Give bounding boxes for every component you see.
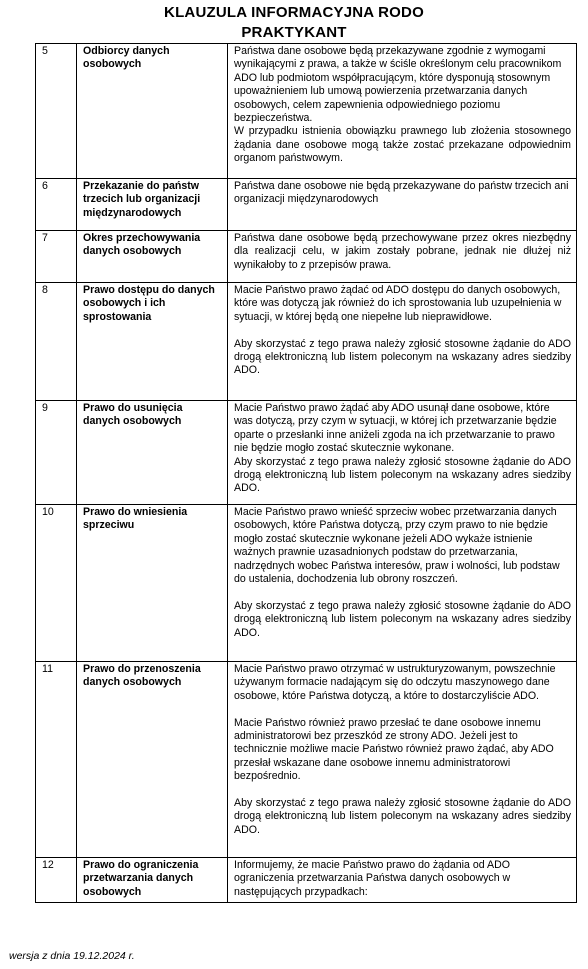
row-paragraph: Aby skorzystać z tego prawa należy zgłosić stosowne żądanie do ADO drogą elektroniczną lub listem poleconym na wskazany adres siedziby ADO.	[234, 337, 571, 377]
row-heading: Odbiorcy danych osobowych	[77, 44, 228, 179]
document-title: KLAUZULA INFORMACYJNA RODO	[164, 4, 424, 21]
rodo-info-table	[35, 43, 577, 903]
table-row	[36, 179, 577, 231]
table-row	[36, 505, 577, 662]
row-heading: Prawo do wniesienia sprzeciwu	[77, 505, 228, 662]
row-number: 7	[36, 231, 77, 283]
row-content	[228, 44, 577, 179]
table-row	[36, 231, 577, 283]
row-paragraph: Macie Państwo prawo żądać od ADO dostępu do danych osobowych, które was dotyczą jak również do ich sprostowania lub uzupełnienia w sytuacji, w której będą one niepełne lub nieprawidłowe.	[234, 284, 562, 323]
table-row	[36, 401, 577, 505]
table-row	[36, 283, 577, 401]
row-heading: Przekazanie do państw trzecich lub organizacji międzynarodowych	[77, 179, 228, 231]
row-heading: Okres przechowywania danych osobowych	[77, 231, 228, 283]
row-content	[228, 283, 577, 401]
row-number: 10	[36, 505, 77, 662]
row-content	[228, 662, 577, 858]
row-number: 6	[36, 179, 77, 231]
row-paragraph: W przypadku istnienia obowiązku prawnego lub złożenia stosownego żądania dane osobowe mogą także zostać przekazane odpowiednim organom państwowym.	[234, 125, 571, 165]
row-paragraph: Aby skorzystać z tego prawa należy zgłosić stosowne żądanie do ADO drogą elektroniczną lub listem poleconym na wskazany adres siedziby ADO.	[234, 599, 571, 639]
row-number: 12	[36, 858, 77, 903]
row-paragraph: Informujemy, że macie Państwo prawo do żądania od ADO ograniczenia przetwarzania Państwa danych osobowych w następujących przypadkach:	[234, 859, 511, 898]
row-content	[228, 401, 577, 505]
row-heading: Prawo do ograniczenia przetwarzania danych osobowych	[77, 858, 228, 903]
row-number: 9	[36, 401, 77, 505]
row-paragraph: Aby skorzystać z tego prawa należy zgłosić stosowne żądanie do ADO drogą elektroniczną lub listem poleconym na wskazany adres siedziby ADO.	[234, 455, 571, 495]
version-note: wersja z dnia 19.12.2024 r.	[9, 950, 135, 962]
row-heading: Prawo dostępu do danych osobowych i ich sprostowania	[77, 283, 228, 401]
row-paragraph: Państwa dane osobowe nie będą przekazywane do państw trzecich ani organizacji międzynarodowych	[234, 180, 569, 206]
row-heading: Prawo do usunięcia danych osobowych	[77, 401, 228, 505]
row-paragraph: Aby skorzystać z tego prawa należy zgłosić stosowne żądanie do ADO drogą elektroniczną lub listem poleconym na wskazany adres siedziby ADO.	[234, 797, 571, 836]
row-heading: Prawo do przenoszenia danych osobowych	[77, 662, 228, 858]
row-content	[228, 858, 577, 903]
table-row	[36, 662, 577, 858]
row-paragraph: Macie Państwo prawo otrzymać w ustrukturyzowanym, powszechnie używanym formacie nadającym się do odczytu maszynowego dane osobowe, które Państwa dotyczą, a które to dostarczyliście ADO.	[234, 663, 556, 702]
row-content	[228, 505, 577, 662]
row-paragraph: Macie Państwo również prawo przesłać te dane osobowe innemu administratorowi bez przeszkód ze strony ADO. Jeżeli jest to technicznie możliwe macie Państwo również prawo żądać, aby ADO przesłał wskazane dane osobowe innemu administratorowi bezpośrednio.	[234, 716, 554, 783]
row-number: 5	[36, 44, 77, 179]
row-number: 8	[36, 283, 77, 401]
row-number: 11	[36, 662, 77, 858]
row-content	[228, 231, 577, 283]
row-content	[228, 179, 577, 231]
row-paragraph: Macie Państwo prawo żądać aby ADO usunął dane osobowe, które was dotyczą, przy czym w sytuacji, w której ich przetwarzanie będzie oparte o przesłanki inne aniżeli zgoda na ich przetwarzanie to prawo nie będzie mogło zostać skutecznie wykonane.	[234, 402, 557, 455]
document-subtitle: PRAKTYKANT	[241, 24, 347, 41]
row-paragraph: Macie Państwo prawo wnieść sprzeciw wobec przetwarzania danych osobowych, które Państwa dotyczą, przy czym prawo to nie będzie mogło zostać skutecznie wykonane jeżeli ADO wykaże istnienie ważnych prawnie uzasadnionych podstaw do przetwarzania, nadrzędnych wobec Państwa interesów, praw i wolności, lub podstaw do ustalenia, dochodzenia lub obrony roszczeń.	[234, 506, 560, 586]
row-paragraph: Państwa dane osobowe będą przekazywane zgodnie z wymogami wynikającymi z prawa, a także w ściśle określonym celu pracownikom ADO lub podmiotom współpracującym, które dysponują stosownym upoważnieniem lub umową powierzenia przetwarzania danych osobowych, celem zapewnienia odpowiedniego poziomu bezpieczeństwa.	[234, 45, 562, 125]
table-row	[36, 44, 577, 179]
row-paragraph: Państwa dane osobowe będą przechowywane przez okres niezbędny dla realizacji celu, w jakim zostały pobrane, jednak nie dłużej niż wynikałoby to z przepisów prawa.	[234, 232, 571, 271]
table-row	[36, 858, 577, 903]
